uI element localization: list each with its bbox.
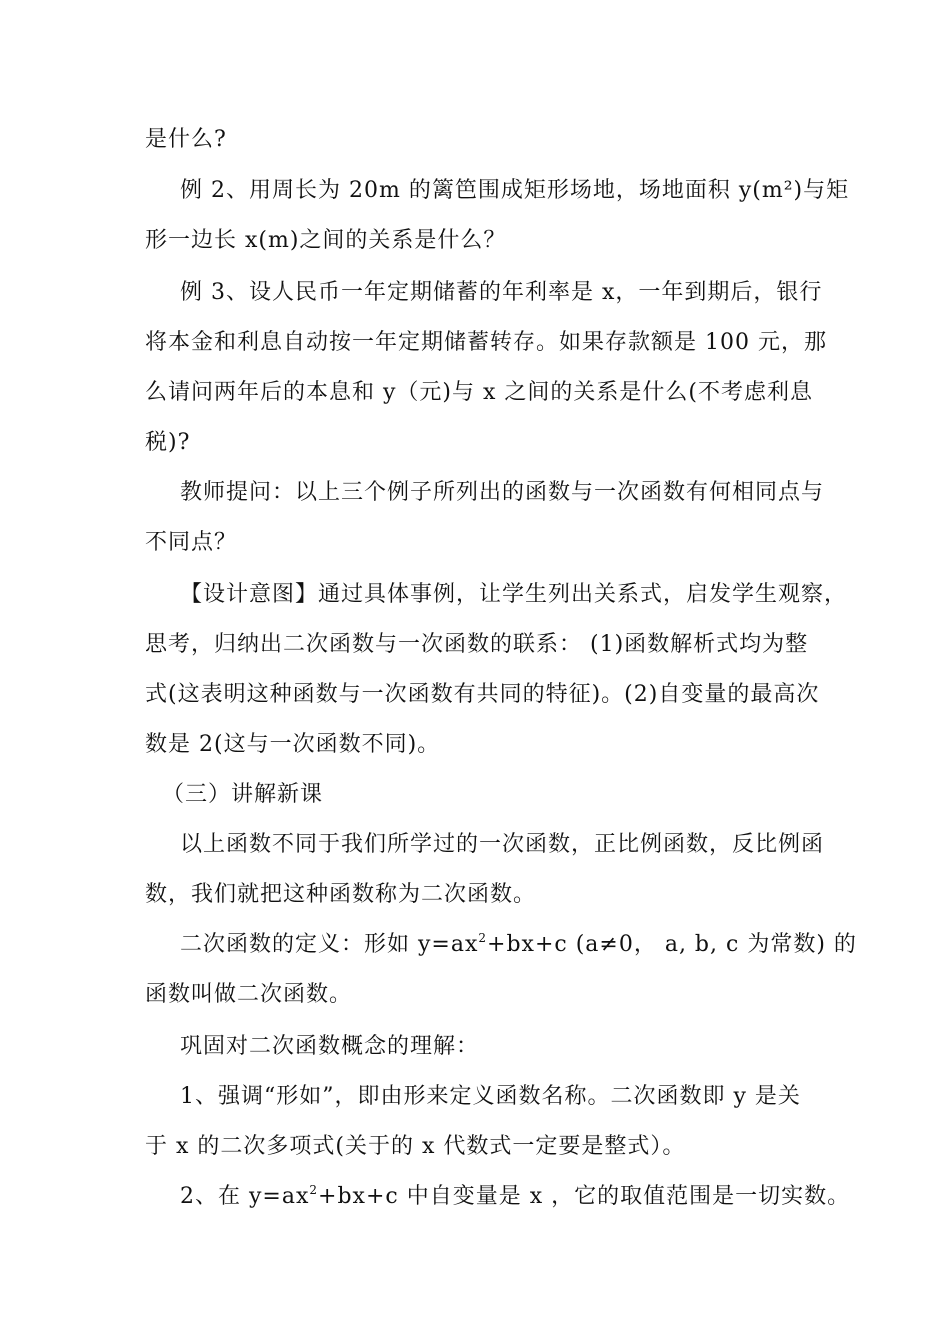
text-line: 以上函数不同于我们所学过的一次函数，正比例函数，反比例函 (180, 832, 825, 857)
text-line: 不同点？ (145, 530, 238, 555)
text-line: 1、强调“形如”，即由形来定义函数名称。二次函数即 y 是关 (180, 1084, 801, 1109)
definition-prefix: 二次函数的定义：形如 y=ax (180, 932, 479, 957)
definition-exponent: 2 (478, 931, 488, 945)
text-line: 将本金和利息自动按一年定期储蓄转存。如果存款额是 100 元，那 (145, 330, 827, 355)
definition-line (180, 930, 857, 960)
text-line: 税)? (145, 430, 191, 455)
text-line: 么请问两年后的本息和 y（元)与 x 之间的关系是什么(不考虑利息 (145, 380, 813, 405)
text-line: 数是 2(这与一次函数不同)。 (145, 732, 441, 757)
text-line: 【设计意图】通过具体事例，让学生列出关系式，启发学生观察， (180, 582, 848, 607)
text-line: 思考，归纳出二次函数与一次函数的联系： (1)函数解析式均为整 (145, 632, 809, 657)
section-heading: （三）讲解新课 (162, 782, 324, 807)
note-exponent: 2 (309, 1183, 319, 1197)
text-line: 式(这表明这种函数与一次函数有共同的特征)。(2)自变量的最高次 (145, 682, 820, 707)
note-line (180, 1182, 850, 1212)
note-suffix: +bx+c 中自变量是 x ，它的取值范围是一切实数。 (318, 1184, 851, 1209)
text-line: 于 x 的二次多项式(关于的 x 代数式一定要是整式）。 (145, 1134, 686, 1159)
text-line: 例 3、设人民币一年定期储蓄的年利率是 x，一年到期后，银行 (180, 280, 823, 305)
text-line: 数，我们就把这种函数称为二次函数。 (145, 882, 537, 907)
text-line: 巩固对二次函数概念的理解： (180, 1034, 480, 1059)
text-line: 教师提问：以上三个例子所列出的函数与一次函数有何相同点与 (180, 480, 825, 505)
note-prefix: 2、在 y=ax (180, 1184, 310, 1209)
text-line: 例 2、用周长为 20m 的篱笆围成矩形场地，场地面积 y(m²)与矩 (180, 178, 850, 203)
definition-suffix: +bx+c (a≠0， a, b, c 为常数) 的 (487, 932, 857, 957)
text-line: 函数叫做二次函数。 (145, 982, 353, 1007)
text-line: 是什么? (145, 127, 227, 152)
text-line: 形一边长 x(m)之间的关系是什么？ (145, 228, 507, 253)
